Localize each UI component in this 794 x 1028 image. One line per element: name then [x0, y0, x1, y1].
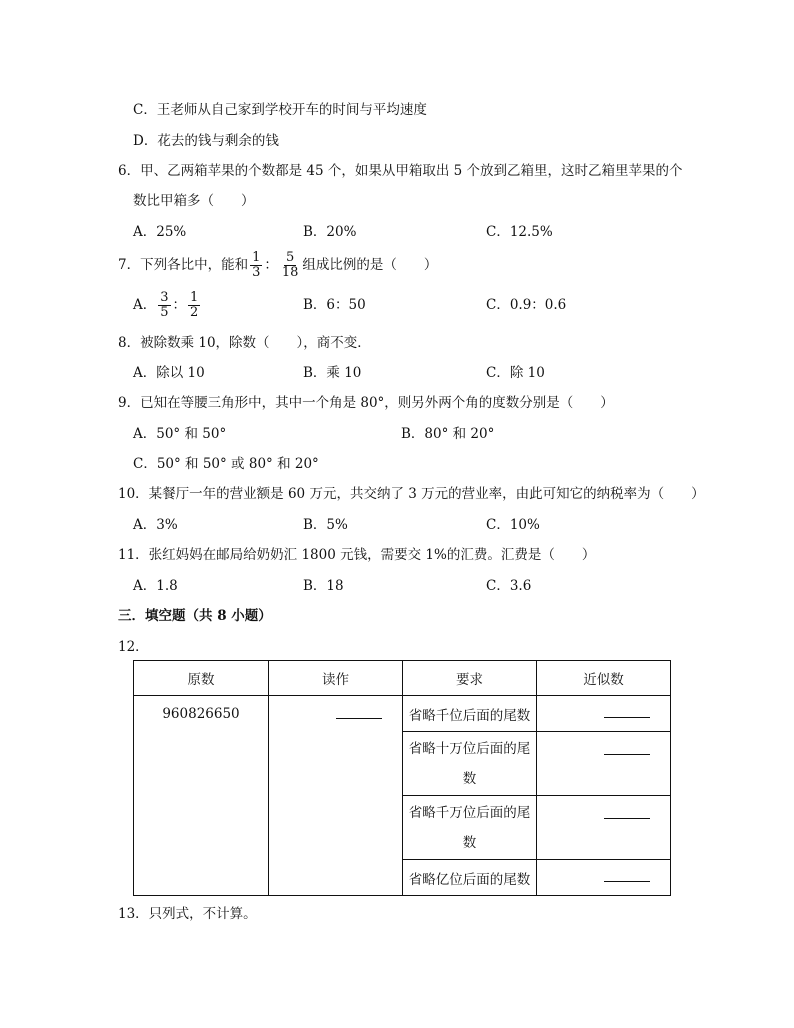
q9-stem: 9．已知在等腰三角形中，其中一个角是 80°，则另外两个角的度数分别是（ ）	[118, 395, 614, 411]
q13-stem: 13．只列式，不计算。	[118, 906, 257, 922]
approx-cell	[537, 796, 671, 860]
approx-blank[interactable]	[604, 705, 650, 718]
q11-option-c: C．3.6	[486, 578, 532, 594]
approx-blank[interactable]	[604, 869, 650, 882]
q7-fraction-2: $\frac{5}{18}$	[281, 250, 299, 280]
q7-option-c: C．0.9：0.6	[486, 297, 567, 313]
approx-cell	[537, 860, 671, 896]
q6-option-a: A．25%	[133, 224, 187, 240]
q9-option-c: C．50° 和 50° 或 80° 和 20°	[133, 456, 319, 472]
requirement-cell: 省略千万位后面的尾数	[403, 796, 537, 860]
q6-option-c: C．12.5%	[486, 224, 553, 240]
header-requirement: 要求	[403, 661, 537, 696]
section-title: 三．填空题（共 8 小题）	[118, 608, 272, 624]
q5-option-d: D．花去的钱与剩余的钱	[133, 133, 279, 149]
q10-option-a: A．3%	[133, 517, 178, 533]
q5-option-c: C．王老师从自己家到学校开车的时间与平均速度	[133, 102, 427, 118]
q7-fraction-1: $\frac{1}{3}$	[252, 250, 261, 280]
q8-option-c: C．除 10	[486, 365, 545, 381]
q9-option-a: A．50° 和 50°	[133, 426, 227, 442]
q8-option-a: A．除以 10	[133, 365, 205, 381]
q10-option-b: B．5%	[303, 517, 348, 533]
q11-stem: 11．张红妈妈在邮局给奶奶汇 1800 元钱，需要交 1%的汇费。汇费是（ ）	[118, 547, 596, 563]
table-header-row	[134, 661, 671, 696]
q7-option-b: B．6：50	[303, 297, 366, 313]
q7-prefix: 7．下列各比中，能和	[118, 257, 249, 273]
approx-blank[interactable]	[604, 742, 650, 755]
approx-cell	[537, 696, 671, 732]
approx-cell	[537, 732, 671, 796]
requirement-cell: 省略亿位后面的尾数	[403, 860, 537, 896]
q11-option-a: A．1.8	[133, 578, 178, 594]
q10-option-c: C．10%	[486, 517, 540, 533]
q9-option-b: B．80° 和 20°	[401, 426, 495, 442]
requirement-cell: 省略十万位后面的尾数	[403, 732, 537, 796]
original-number: 960826650	[162, 706, 240, 722]
read-as-blank[interactable]	[336, 706, 382, 719]
q6-option-b: B．20%	[303, 224, 357, 240]
q7-suffix: 组成比例的是（ ）	[302, 257, 438, 273]
requirement-cell: 省略千位后面的尾数	[403, 696, 537, 732]
q11-option-b: B．18	[303, 578, 344, 594]
q12-label: 12．	[118, 639, 149, 655]
header-approximate: 近似数	[537, 661, 671, 696]
q8-option-b: B．乘 10	[303, 365, 362, 381]
q10-stem: 10．某餐厅一年的营业额是 60 万元，共交纳了 3 万元的营业率，由此可知它的纳税率为（ ）	[118, 486, 705, 502]
header-original-number: 原数	[134, 661, 269, 696]
q7-option-a: A． $\frac{3}{5}$ ： $\frac{1}{2}$	[133, 290, 199, 320]
table-row	[134, 696, 671, 732]
q7-stem: 7．下列各比中，能和 $\frac{1}{3}$ ： $\frac{5}{18}$ 组成比例的是（ ）	[118, 250, 438, 280]
q12-table	[133, 660, 671, 896]
original-number-cell	[134, 696, 269, 896]
header-read-as: 读作	[269, 661, 403, 696]
approx-blank[interactable]	[604, 806, 650, 819]
q6-stem-line2: 数比甲箱多（ ）	[133, 193, 255, 209]
q6-stem-line1: 6．甲、乙两箱苹果的个数都是 45 个，如果从甲箱取出 5 个放到乙箱里，这时乙箱里苹果的个	[118, 163, 683, 179]
read-as-cell	[269, 696, 403, 896]
q8-stem: 8．被除数乘 10，除数（ ），商不变．	[118, 335, 371, 351]
